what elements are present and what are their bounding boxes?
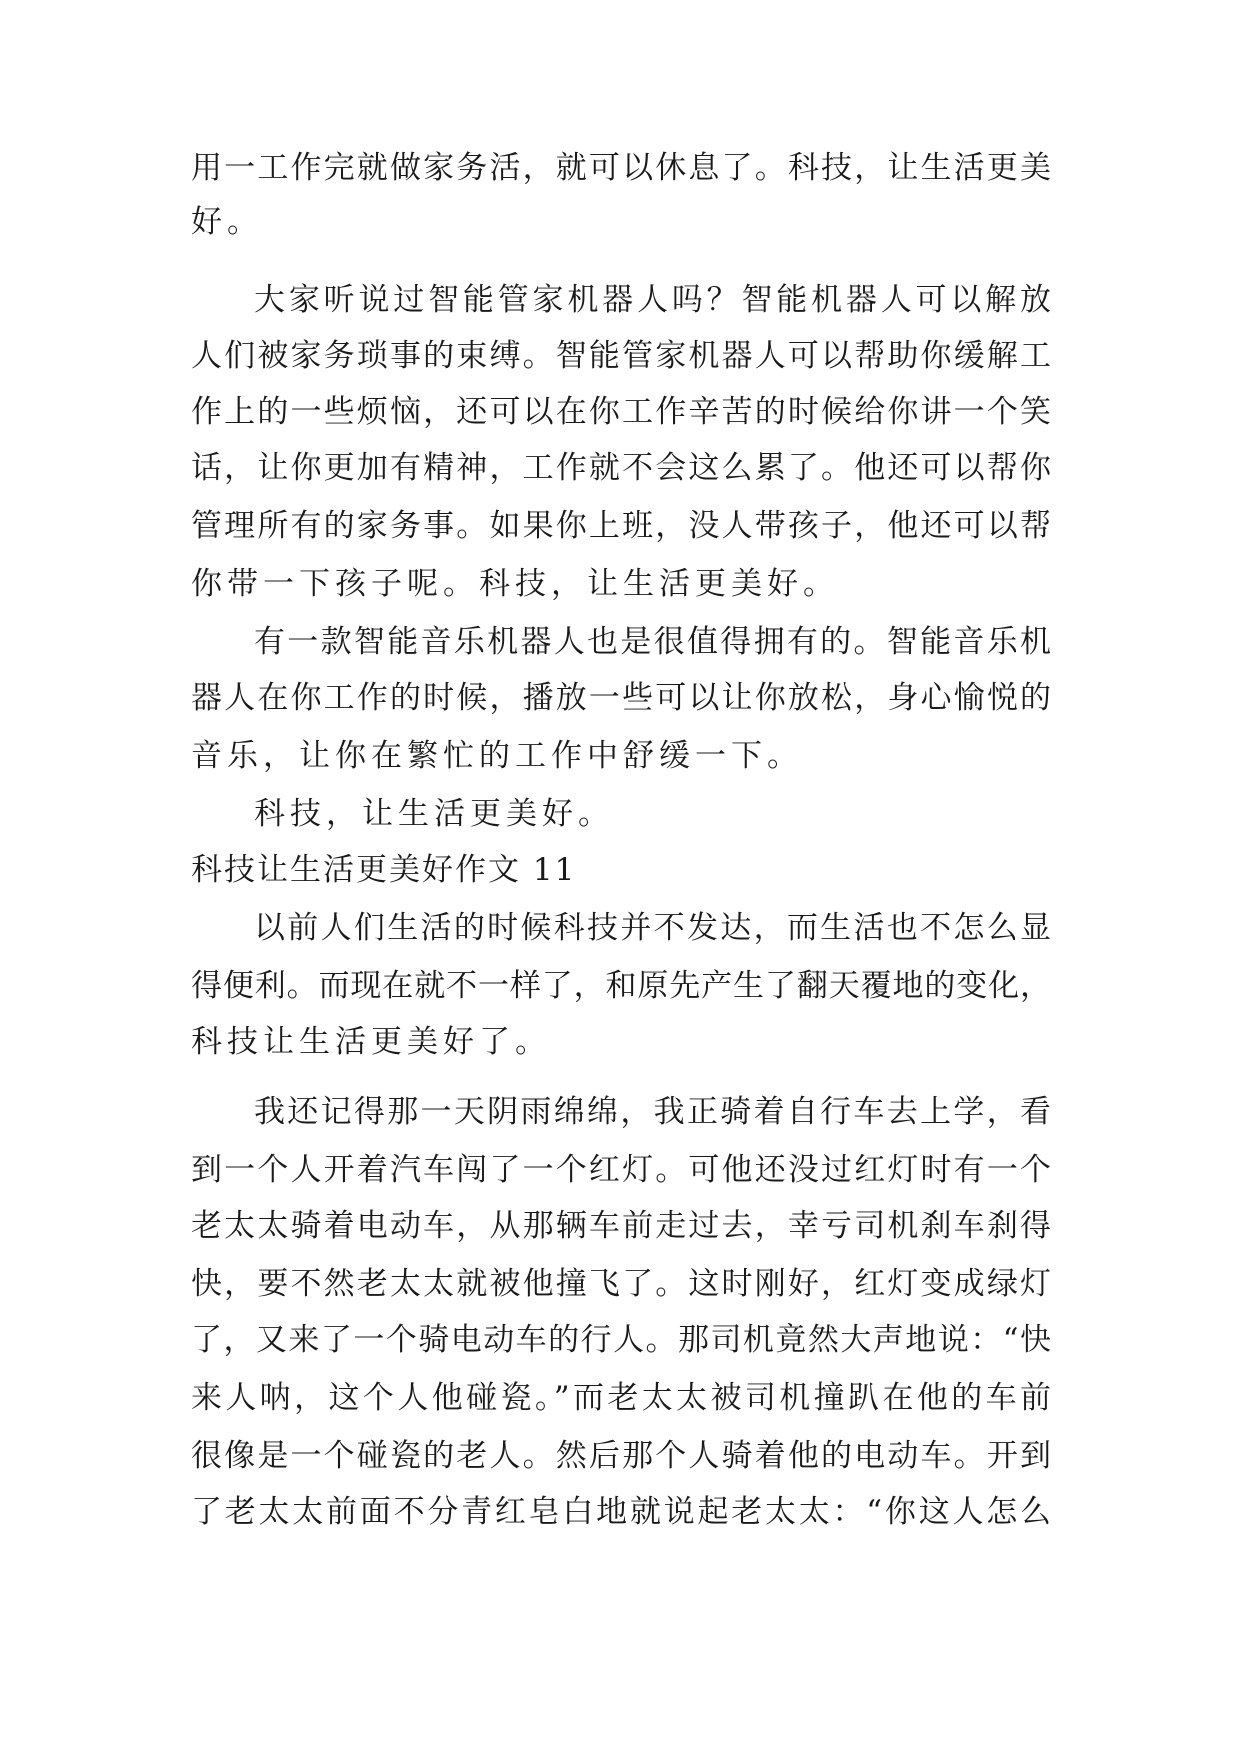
text-line: 你带一下孩子呢。科技，让生活更美好。	[191, 566, 839, 602]
text-line: 好。	[191, 204, 263, 240]
text-line: 作上的一些烦恼，还可以在你工作辛苦的时候给你讲一个笑	[191, 394, 1051, 430]
text-line: 了，又来了一个骑电动车的行人。那司机竟然大声地说：“快	[191, 1322, 1051, 1358]
text-line: 来人呐，这个人他碰瓷。”而老太太被司机撞趴在他的车前	[191, 1380, 1051, 1416]
text-line: 得便利。而现在就不一样了，和原先产生了翻天覆地的变化，	[191, 968, 1051, 1004]
text-line: 到一个人开着汽车闯了一个红灯。可他还没过红灯时有一个	[191, 1152, 1051, 1188]
text-line: 我还记得那一天阴雨绵绵，我正骑着自行车去上学，看	[254, 1094, 1051, 1130]
text-line: 有一款智能音乐机器人也是很值得拥有的。智能音乐机	[254, 624, 1051, 660]
text-line: 话，让你更加有精神，工作就不会这么累了。他还可以帮你	[191, 450, 1051, 486]
text-line: 人们被家务琐事的束缚。智能管家机器人可以帮助你缓解工	[191, 338, 1051, 374]
text-line: 科技让生活更美好了。	[191, 1024, 551, 1060]
text-line: 用一工作完就做家务活，就可以休息了。科技，让生活更美	[191, 150, 1051, 186]
text-line: 器人在你工作的时候，播放一些可以让你放松，身心愉悦的	[191, 680, 1051, 716]
section-heading: 科技让生活更美好作文 11	[191, 852, 577, 888]
text-line: 快，要不然老太太就被他撞飞了。这时刚好，红灯变成绿灯	[191, 1266, 1051, 1302]
text-line: 很像是一个碰瓷的老人。然后那个人骑着他的电动车。开到	[191, 1438, 1051, 1474]
text-line: 科技，让生活更美好。	[254, 796, 614, 832]
text-line: 老太太骑着电动车，从那辆车前走过去，幸亏司机刹车刹得	[191, 1208, 1051, 1244]
text-line: 大家听说过智能管家机器人吗？智能机器人可以解放	[254, 282, 1051, 318]
text-line: 了老太太前面不分青红皂白地就说起老太太：“你这人怎么	[191, 1494, 1051, 1530]
text-line: 管理所有的家务事。如果你上班，没人带孩子，他还可以帮	[191, 508, 1051, 544]
text-line: 音乐，让你在繁忙的工作中舒缓一下。	[191, 738, 803, 774]
text-line: 以前人们生活的时候科技并不发达，而生活也不怎么显	[254, 910, 1051, 946]
